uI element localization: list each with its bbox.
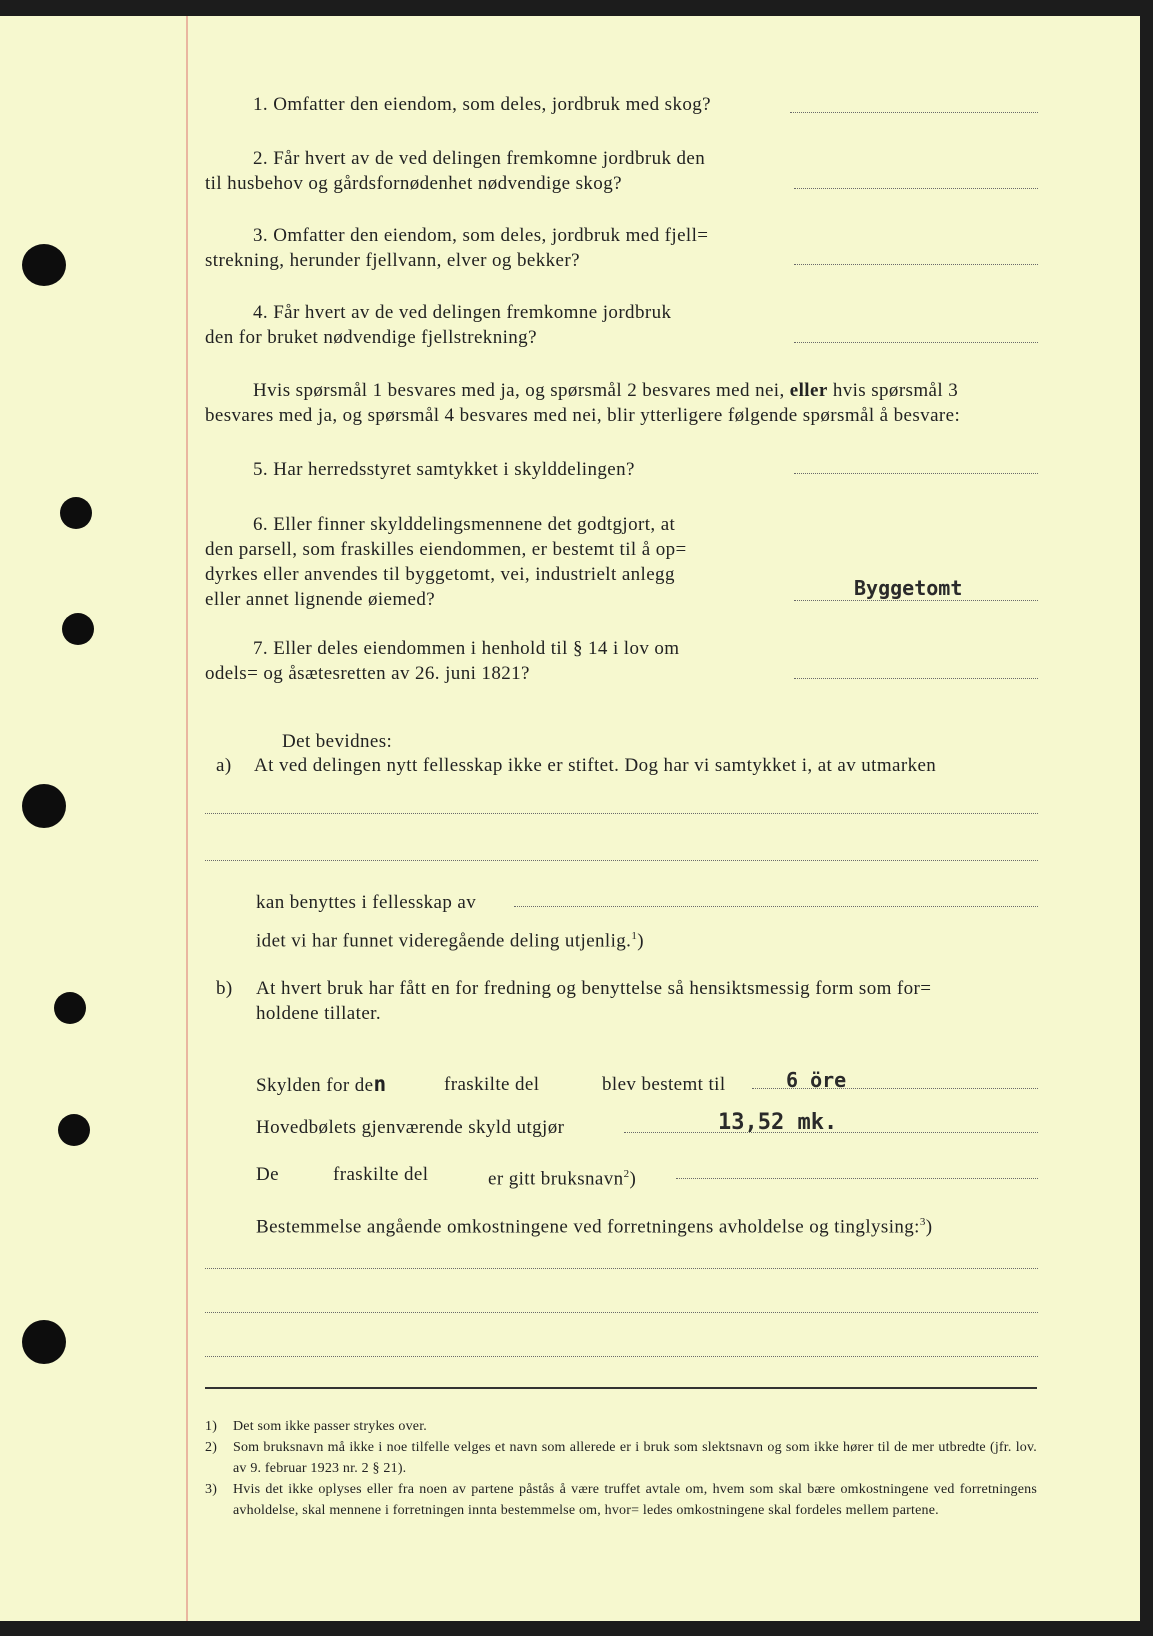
name-de: De: [256, 1164, 279, 1185]
question-5: 5. Har herredsstyret samtykket i skylddelingen?: [253, 459, 635, 480]
answer-line-2: [794, 188, 1038, 189]
question-1: 1. Omfatter den eiendom, som deles, jordbruk med skog?: [253, 94, 711, 115]
tax-post: blev bestemt til: [602, 1074, 726, 1095]
punch-hole: [62, 613, 94, 645]
remaining-value: 13,52 mk.: [718, 1110, 838, 1135]
punch-hole: [22, 1320, 66, 1364]
tax-line: Skylden for den: [256, 1072, 387, 1096]
punch-hole: [22, 244, 66, 286]
finding-a-text: At ved delingen nytt fellesskap ikke er stiftet. Dog har vi samtykket i, at av utmarken: [254, 755, 937, 776]
finding-b-text: At hvert bruk har fått en for fredning og benyttelse så hensiktsmessig form som for= holdene tillater.: [256, 978, 932, 1024]
answer-6-value: Byggetomt: [854, 576, 963, 600]
cost-line: [205, 1268, 1038, 1269]
footnote-rule: [205, 1387, 1037, 1389]
footnote-2: 2) Som bruksnavn må ikke i noe tilfelle velges et navn som allerede er i bruk som slektsnavn og som ikke hører til de mer utbredte (jfr. lov. av 9. februar 1923 nr. 2 § 21).: [205, 1440, 1037, 1476]
question-4: 4. Får hvert av de ved delingen fremkomne jordbruk den for bruket nødvendige fjellstrekning?: [205, 302, 672, 348]
tax-mid: fraskilte del: [444, 1074, 540, 1095]
punch-hole: [22, 784, 66, 828]
answer-line-4: [794, 342, 1038, 343]
punch-hole: [60, 497, 92, 529]
footnote-1: 1) Det som ikke passer strykes over.: [205, 1419, 428, 1434]
name-mid: fraskilte del: [333, 1164, 429, 1185]
answer-line-6: [794, 600, 1038, 601]
shared-use-label: kan benyttes i fellesskap av: [256, 892, 477, 913]
question-2: 2. Får hvert av de ved delingen fremkomne jordbruk den til husbehov og gårdsfornødenhet nødvendige skog?: [205, 148, 706, 194]
remaining-label: Hovedbølets gjenværende skyld utgjør: [256, 1117, 565, 1138]
name-dots: [676, 1178, 1038, 1179]
findings-heading: Det bevidnes:: [282, 731, 393, 752]
cost-line: [205, 1312, 1038, 1313]
found-text: idet vi har funnet videregående deling utjenlig.$^1$): [256, 930, 644, 952]
finding-a-label: a): [216, 755, 232, 776]
question-6: 6. Eller finner skylddelingsmennene det godtgjort, at den parsell, som fraskilles eiendommen, er bestemt til å op= dyrkes eller anvendes til byggetomt, vei, industrielt anlegg eller annet lignende øiemed?: [205, 514, 687, 610]
form-page: [0, 16, 1140, 1621]
condition-paragraph: Hvis spørsmål 1 besvares med ja, og spørsmål 2 besvares med nei, eller hvis spørsmål 3 besvares med ja, og spørsmål 4 besvares med nei, blir ytterligere følgende spørsmål å besvare:: [205, 380, 961, 426]
punch-hole: [58, 1114, 90, 1146]
cost-label: Bestemmelse angående omkostningene ved forretningens avholdelse og tinglysing:$^3$): [256, 1216, 933, 1238]
answer-line-5: [794, 473, 1038, 474]
question-7: 7. Eller deles eiendommen i henhold til § 14 i lov om odels= og åsætesretten av 26. juni 1821?: [205, 638, 680, 684]
footnote-3: 3) Hvis det ikke oplyses eller fra noen av partene påstås å være truffet avtale om, hvem som skal bære omkostningene ved forretningens avholdelse, skal mennene i forretningen innta bestemmelse om, hvor= ledes omkostningene skal fordeles mellem partene.: [205, 1482, 1037, 1518]
answer-line-3: [794, 264, 1038, 265]
tax-value: 6 öre: [786, 1068, 847, 1092]
answer-line-7: [794, 678, 1038, 679]
shared-use-line: [514, 906, 1038, 907]
punch-hole: [54, 992, 86, 1024]
finding-b-label: b): [216, 978, 233, 999]
question-3: 3. Omfatter den eiendom, som deles, jordbruk med fjell= strekning, herunder fjellvann, elver og bekker?: [205, 225, 709, 271]
margin-line: [186, 16, 188, 1621]
answer-line-1: [790, 112, 1038, 113]
name-post: er gitt bruksnavn$^2$): [488, 1168, 637, 1190]
cost-line: [205, 1356, 1038, 1357]
finding-a-line: [205, 860, 1038, 861]
finding-a-line: [205, 813, 1038, 814]
